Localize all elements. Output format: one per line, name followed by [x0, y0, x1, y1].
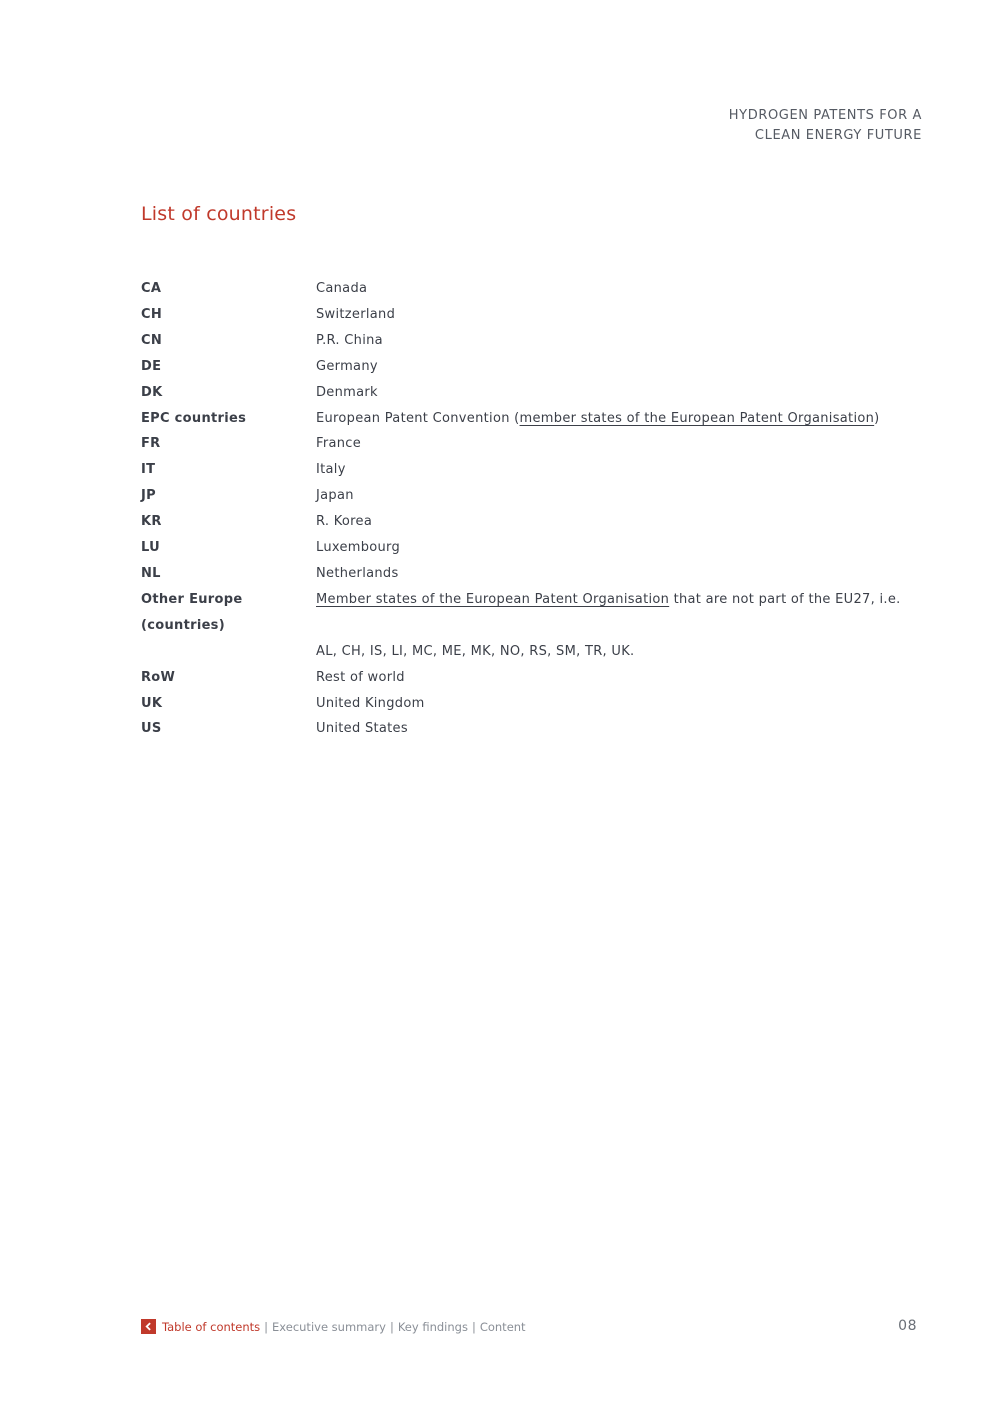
chevron-left-icon[interactable] [141, 1319, 156, 1334]
country-code: KR [141, 514, 162, 530]
country-row-jp [141, 483, 901, 509]
country-row-kr [141, 509, 901, 535]
country-name: Italy [316, 462, 346, 478]
country-list [141, 276, 901, 742]
footer-separator: | [471, 1319, 476, 1334]
country-code: EPC countries [141, 410, 247, 426]
content-link[interactable]: Content [479, 1319, 526, 1334]
document-title-line-1: HYDROGEN PATENTS FOR A [728, 108, 922, 123]
country-code: DE [141, 358, 162, 374]
country-code: NL [141, 565, 161, 581]
description-suffix: that are not part of the EU27, i.e. [669, 591, 901, 607]
country-code: US [141, 721, 162, 737]
country-name: P.R. China [316, 332, 383, 348]
country-row-lu [141, 535, 901, 561]
document-title [729, 106, 922, 146]
country-row-cn [141, 328, 901, 354]
country-name: Germany [316, 358, 378, 374]
country-code: CA [141, 281, 162, 296]
footer-navigation [141, 1319, 526, 1334]
country-code: DK [141, 384, 163, 400]
country-row-us [141, 716, 901, 742]
country-row-ch [141, 302, 901, 328]
country-name: Rest of world [316, 669, 405, 685]
country-name: Luxembourg [316, 540, 401, 556]
country-row-dk [141, 380, 901, 406]
country-code-empty [141, 639, 316, 665]
country-row-other-europe [141, 587, 901, 639]
country-code: JP [141, 488, 156, 504]
country-row-de [141, 354, 901, 380]
country-code: UK [141, 695, 163, 711]
country-description [316, 406, 901, 432]
country-row-ca [141, 276, 901, 302]
document-title-line-2: CLEAN ENERGY FUTURE [754, 128, 922, 143]
country-row-nl [141, 561, 901, 587]
country-row-fr [141, 431, 901, 457]
country-name: United States [316, 721, 408, 737]
country-name: R. Korea [316, 514, 373, 530]
country-name: Denmark [316, 384, 378, 400]
footer-separator: | [264, 1319, 269, 1334]
country-code: FR [141, 436, 161, 452]
country-description-continuation: AL, CH, IS, LI, MC, ME, MK, NO, RS, SM, TR, UK. [316, 643, 635, 659]
country-row-other-europe-continuation [141, 639, 901, 665]
country-name: Canada [316, 281, 368, 296]
country-row-row [141, 665, 901, 691]
description-prefix: European Patent Convention ( [316, 410, 520, 426]
country-name: France [316, 436, 362, 452]
country-code: Other Europe (countries) [141, 591, 243, 633]
country-name: Netherlands [316, 565, 399, 581]
country-code: CH [141, 306, 163, 322]
country-code: RoW [141, 669, 176, 685]
country-code: IT [141, 462, 156, 478]
country-code: LU [141, 540, 160, 556]
description-suffix: ) [874, 410, 880, 426]
key-findings-link[interactable]: Key findings [397, 1319, 468, 1334]
country-name: United Kingdom [316, 695, 425, 711]
country-name: Japan [316, 488, 354, 504]
footer-separator: | [389, 1319, 394, 1334]
country-name: Switzerland [316, 306, 396, 322]
executive-summary-link[interactable]: Executive summary [272, 1319, 386, 1334]
epo-member-states-link[interactable]: Member states of the European Patent Organisation [316, 591, 670, 607]
country-row-it [141, 457, 901, 483]
country-row-uk [141, 691, 901, 717]
country-description [316, 587, 901, 639]
page-title: List of countries [141, 203, 297, 225]
page-number: 08 [898, 1318, 917, 1334]
country-code: CN [141, 332, 163, 348]
table-of-contents-link[interactable]: Table of contents [162, 1319, 261, 1334]
epo-member-states-link[interactable]: member states of the European Patent Organisation [519, 410, 875, 426]
country-row-epc [141, 406, 901, 432]
